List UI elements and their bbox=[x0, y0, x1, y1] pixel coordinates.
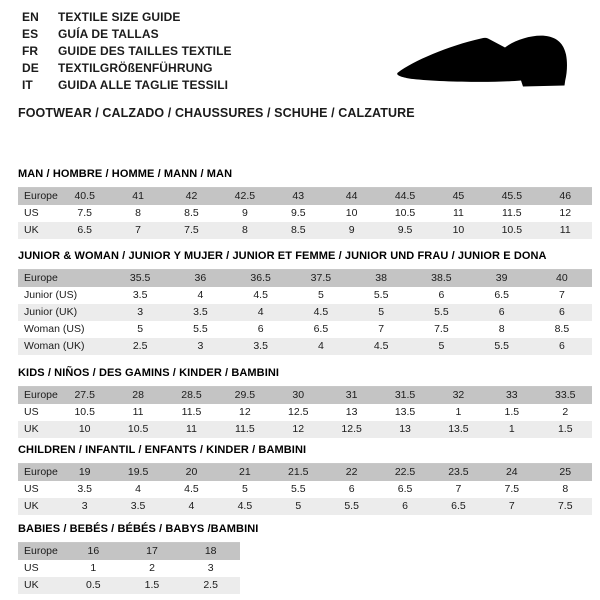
section-babies bbox=[18, 523, 592, 594]
row-label: US bbox=[24, 406, 39, 418]
size-cell: 6 bbox=[438, 289, 445, 301]
size-cell: 10.5 bbox=[74, 406, 95, 418]
size-cell: 32 bbox=[452, 389, 465, 401]
size-cell: 2 bbox=[149, 562, 155, 574]
table-row bbox=[18, 543, 240, 561]
size-cell: 7.5 bbox=[184, 224, 199, 236]
size-cell: 24 bbox=[505, 466, 518, 478]
size-cell: 1 bbox=[455, 406, 462, 418]
size-cell: 12 bbox=[239, 406, 251, 418]
size-cell: 3.5 bbox=[253, 340, 268, 352]
size-cell: 8.5 bbox=[184, 207, 199, 219]
row-label: UK bbox=[24, 579, 39, 591]
section-kids bbox=[18, 367, 592, 438]
size-cell: 6 bbox=[257, 323, 264, 335]
size-cell: 11 bbox=[559, 224, 571, 236]
language-row-de bbox=[22, 60, 232, 77]
size-cell: 1 bbox=[90, 562, 97, 574]
size-cell: 10.5 bbox=[127, 423, 149, 435]
size-cell: 2 bbox=[562, 406, 569, 418]
size-cell: 11.5 bbox=[181, 406, 202, 418]
size-cell: 4 bbox=[257, 306, 264, 318]
size-cell: 5 bbox=[295, 500, 302, 512]
size-cell: 1.5 bbox=[557, 423, 573, 435]
size-cell: 13.5 bbox=[448, 423, 469, 435]
size-cell: 8 bbox=[498, 323, 505, 335]
size-cell: 27.5 bbox=[74, 389, 95, 401]
size-cell: 4.5 bbox=[253, 289, 268, 301]
size-cell: 9 bbox=[241, 207, 248, 219]
row-label: Junior (UK) bbox=[24, 306, 78, 318]
size-cell: 12.5 bbox=[341, 423, 362, 435]
size-cell: 6.5 bbox=[397, 483, 413, 495]
size-cell: 9.5 bbox=[397, 224, 413, 236]
row-label: Europe bbox=[24, 389, 58, 401]
size-cell: 44.5 bbox=[394, 190, 416, 202]
size-table-junior-woman bbox=[18, 269, 592, 355]
size-cell: 9 bbox=[348, 224, 355, 236]
size-cell: 4.5 bbox=[373, 340, 389, 352]
table-row bbox=[18, 287, 592, 304]
size-table-kids bbox=[18, 386, 592, 438]
size-cell: 5 bbox=[378, 306, 385, 318]
size-cell: 7.5 bbox=[504, 483, 520, 495]
size-cell: 42.5 bbox=[234, 190, 256, 202]
size-cell: 4 bbox=[197, 289, 204, 301]
size-cell: 5 bbox=[438, 340, 445, 352]
table-row bbox=[18, 498, 592, 515]
table-row bbox=[18, 421, 592, 438]
size-cell: 3 bbox=[197, 340, 204, 352]
size-cell: 1.5 bbox=[144, 579, 160, 591]
size-cell: 22 bbox=[345, 466, 358, 478]
row-label: Europe bbox=[24, 272, 58, 284]
size-cell: 28 bbox=[132, 389, 144, 401]
size-cell: 40 bbox=[556, 272, 568, 284]
table-row bbox=[18, 222, 592, 239]
size-cell: 21 bbox=[239, 466, 251, 478]
size-cell: 12.5 bbox=[288, 406, 309, 418]
size-cell: 16 bbox=[87, 545, 100, 557]
row-label: Woman (US) bbox=[24, 323, 85, 335]
size-cell: 7.5 bbox=[434, 323, 449, 335]
size-cell: 10 bbox=[78, 423, 91, 435]
language-code: IT bbox=[22, 78, 33, 92]
size-cell: 13.5 bbox=[394, 406, 416, 418]
size-cell: 33.5 bbox=[555, 389, 576, 401]
table-title-children: CHILDREN / INFANTIL / ENFANTS / KINDER / BAMBINI bbox=[18, 444, 307, 456]
size-table-babies bbox=[18, 542, 240, 594]
size-cell: 7.5 bbox=[557, 500, 573, 512]
size-cell: 45.5 bbox=[501, 190, 523, 202]
row-label: UK bbox=[24, 423, 39, 435]
size-cell: 3.5 bbox=[132, 289, 148, 301]
size-cell: 4 bbox=[135, 483, 141, 495]
size-cell: 4 bbox=[317, 340, 324, 352]
size-cell: 40.5 bbox=[74, 190, 95, 202]
size-cell: 4 bbox=[188, 500, 195, 512]
size-cell: 17 bbox=[146, 545, 158, 557]
row-label: US bbox=[24, 483, 39, 495]
size-cell: 4.5 bbox=[237, 500, 253, 512]
size-cell: 13 bbox=[345, 406, 358, 418]
size-cell: 6 bbox=[348, 483, 355, 495]
size-cell: 31 bbox=[345, 389, 358, 401]
category-heading: FOOTWEAR / CALZADO / CHAUSSURES / SCHUHE / CALZATURE bbox=[18, 106, 415, 120]
size-cell: 7 bbox=[378, 323, 385, 335]
size-cell: 6 bbox=[402, 500, 408, 512]
size-cell: 13 bbox=[399, 423, 411, 435]
size-cell: 5 bbox=[137, 323, 144, 335]
size-cell: 6 bbox=[498, 306, 505, 318]
size-cell: 11.5 bbox=[235, 423, 255, 435]
row-label: US bbox=[24, 562, 39, 574]
size-cell: 5.5 bbox=[494, 340, 509, 352]
size-cell: 28.5 bbox=[181, 389, 202, 401]
table-title-man: MAN / HOMBRE / HOMME / MANN / MAN bbox=[18, 168, 233, 180]
size-cell: 22.5 bbox=[394, 466, 416, 478]
size-cell: 10.5 bbox=[394, 207, 416, 219]
language-code: ES bbox=[22, 27, 39, 41]
size-cell: 46 bbox=[559, 190, 572, 202]
language-title-list bbox=[22, 9, 232, 94]
size-cell: 7.5 bbox=[77, 207, 92, 219]
size-cell: 33 bbox=[505, 389, 518, 401]
size-cell: 44 bbox=[345, 190, 358, 202]
size-cell: 8.5 bbox=[554, 323, 570, 335]
table-row bbox=[18, 464, 592, 482]
language-label: TEXTILE SIZE GUIDE bbox=[58, 10, 181, 24]
size-cell: 38 bbox=[375, 272, 387, 284]
size-cell: 29.5 bbox=[234, 389, 256, 401]
size-cell: 10.5 bbox=[501, 224, 523, 236]
language-row-it bbox=[22, 77, 232, 94]
table-title-junior-woman: JUNIOR & WOMAN / JUNIOR Y MUJER / JUNIOR ET FEMME / JUNIOR UND FRAU / JUNIOR E DONA bbox=[18, 250, 547, 262]
size-cell: 45 bbox=[452, 190, 465, 202]
size-cell: 30 bbox=[292, 389, 305, 401]
size-cell: 12 bbox=[292, 423, 305, 435]
size-cell: 7 bbox=[508, 500, 515, 512]
language-label: GUÍA DE TALLAS bbox=[58, 27, 159, 41]
table-row bbox=[18, 338, 592, 355]
table-title-babies: BABIES / BEBÉS / BÉBÉS / BABYS /BAMBINI bbox=[18, 523, 259, 535]
row-label: UK bbox=[24, 500, 39, 512]
size-cell: 19.5 bbox=[127, 466, 149, 478]
size-cell: 11.5 bbox=[501, 207, 522, 219]
size-cell: 9.5 bbox=[290, 207, 306, 219]
language-label: GUIDE DES TAILLES TEXTILE bbox=[58, 44, 232, 58]
table-row bbox=[18, 577, 240, 594]
table-row bbox=[18, 387, 592, 405]
table-row bbox=[18, 560, 240, 577]
row-label: Junior (US) bbox=[24, 289, 78, 301]
size-cell: 5.5 bbox=[290, 483, 306, 495]
size-table-children bbox=[18, 463, 592, 515]
size-cell: 19 bbox=[78, 466, 91, 478]
size-cell: 6 bbox=[558, 340, 565, 352]
size-cell: 6 bbox=[558, 306, 565, 318]
table-row bbox=[18, 270, 592, 288]
size-cell: 12 bbox=[559, 207, 572, 219]
size-cell: 39 bbox=[495, 272, 508, 284]
size-cell: 20 bbox=[185, 466, 198, 478]
size-cell: 5.5 bbox=[344, 500, 359, 512]
row-label: UK bbox=[24, 224, 39, 236]
row-label: US bbox=[24, 207, 39, 219]
size-cell: 35.5 bbox=[129, 272, 151, 284]
language-code: DE bbox=[22, 61, 39, 75]
section-children bbox=[18, 444, 592, 515]
size-cell: 42 bbox=[185, 190, 198, 202]
size-cell: 7 bbox=[135, 224, 141, 236]
size-cell: 37.5 bbox=[310, 272, 332, 284]
table-row bbox=[18, 321, 592, 338]
size-cell: 10 bbox=[452, 224, 465, 236]
size-cell: 31.5 bbox=[394, 389, 416, 401]
row-label: Europe bbox=[24, 545, 58, 557]
size-cell: 5 bbox=[241, 483, 248, 495]
size-cell: 6.5 bbox=[313, 323, 329, 335]
size-cell: 3 bbox=[137, 306, 144, 318]
size-cell: 2.5 bbox=[203, 579, 218, 591]
size-cell: 4.5 bbox=[184, 483, 199, 495]
size-cell: 7 bbox=[455, 483, 462, 495]
size-cell: 36.5 bbox=[250, 272, 271, 284]
size-cell: 43 bbox=[292, 190, 305, 202]
size-cell: 21.5 bbox=[288, 466, 309, 478]
size-cell: 23.5 bbox=[448, 466, 469, 478]
size-cell: 6.5 bbox=[77, 224, 92, 236]
size-cell: 38.5 bbox=[431, 272, 452, 284]
size-cell: 11 bbox=[132, 406, 144, 418]
size-cell: 11 bbox=[186, 423, 197, 435]
size-cell: 5.5 bbox=[373, 289, 389, 301]
language-code: FR bbox=[22, 44, 39, 58]
table-row bbox=[18, 404, 592, 421]
size-cell: 8 bbox=[562, 483, 569, 495]
language-row-es bbox=[22, 26, 232, 43]
size-cell: 3.5 bbox=[193, 306, 208, 318]
size-cell: 2.5 bbox=[132, 340, 148, 352]
size-cell: 8 bbox=[135, 207, 141, 219]
section-junior-woman bbox=[18, 250, 592, 355]
table-row bbox=[18, 304, 592, 321]
size-table-man bbox=[18, 187, 592, 239]
size-cell: 6.5 bbox=[494, 289, 509, 301]
size-cell: 6.5 bbox=[451, 500, 466, 512]
size-cell: 1 bbox=[508, 423, 515, 435]
section-man bbox=[18, 168, 592, 239]
size-cell: 25 bbox=[559, 466, 572, 478]
row-label: Woman (UK) bbox=[24, 340, 85, 352]
size-cell: 5.5 bbox=[434, 306, 449, 318]
size-cell: 10 bbox=[345, 207, 358, 219]
row-label: Europe bbox=[24, 190, 58, 202]
row-label: Europe bbox=[24, 466, 58, 478]
size-cell: 0.5 bbox=[86, 579, 101, 591]
size-cell: 8 bbox=[241, 224, 248, 236]
size-cell: 8.5 bbox=[290, 224, 306, 236]
size-cell: 7 bbox=[558, 289, 565, 301]
size-cell: 11 bbox=[452, 207, 464, 219]
size-cell: 18 bbox=[204, 545, 217, 557]
language-label: GUIDA ALLE TAGLIE TESSILI bbox=[58, 78, 229, 92]
size-cell: 1.5 bbox=[504, 406, 520, 418]
size-cell: 5.5 bbox=[193, 323, 208, 335]
size-cell: 4.5 bbox=[313, 306, 329, 318]
table-title-kids: KIDS / NIÑOS / DES GAMINS / KINDER / BAMBINI bbox=[18, 367, 280, 379]
dress-shoe-icon bbox=[393, 33, 573, 91]
size-cell: 3.5 bbox=[77, 483, 92, 495]
language-code: EN bbox=[22, 10, 39, 24]
size-cell: 3 bbox=[207, 562, 214, 574]
size-cell: 36 bbox=[194, 272, 207, 284]
table-row bbox=[18, 205, 592, 222]
table-row bbox=[18, 188, 592, 206]
language-row-en bbox=[22, 9, 232, 26]
language-row-fr bbox=[22, 43, 232, 60]
size-cell: 3.5 bbox=[130, 500, 146, 512]
size-cell: 41 bbox=[132, 190, 144, 202]
size-cell: 3 bbox=[81, 500, 88, 512]
table-row bbox=[18, 481, 592, 498]
language-label: TEXTILGRÖßENFÜHRUNG bbox=[58, 61, 213, 75]
size-cell: 5 bbox=[317, 289, 324, 301]
